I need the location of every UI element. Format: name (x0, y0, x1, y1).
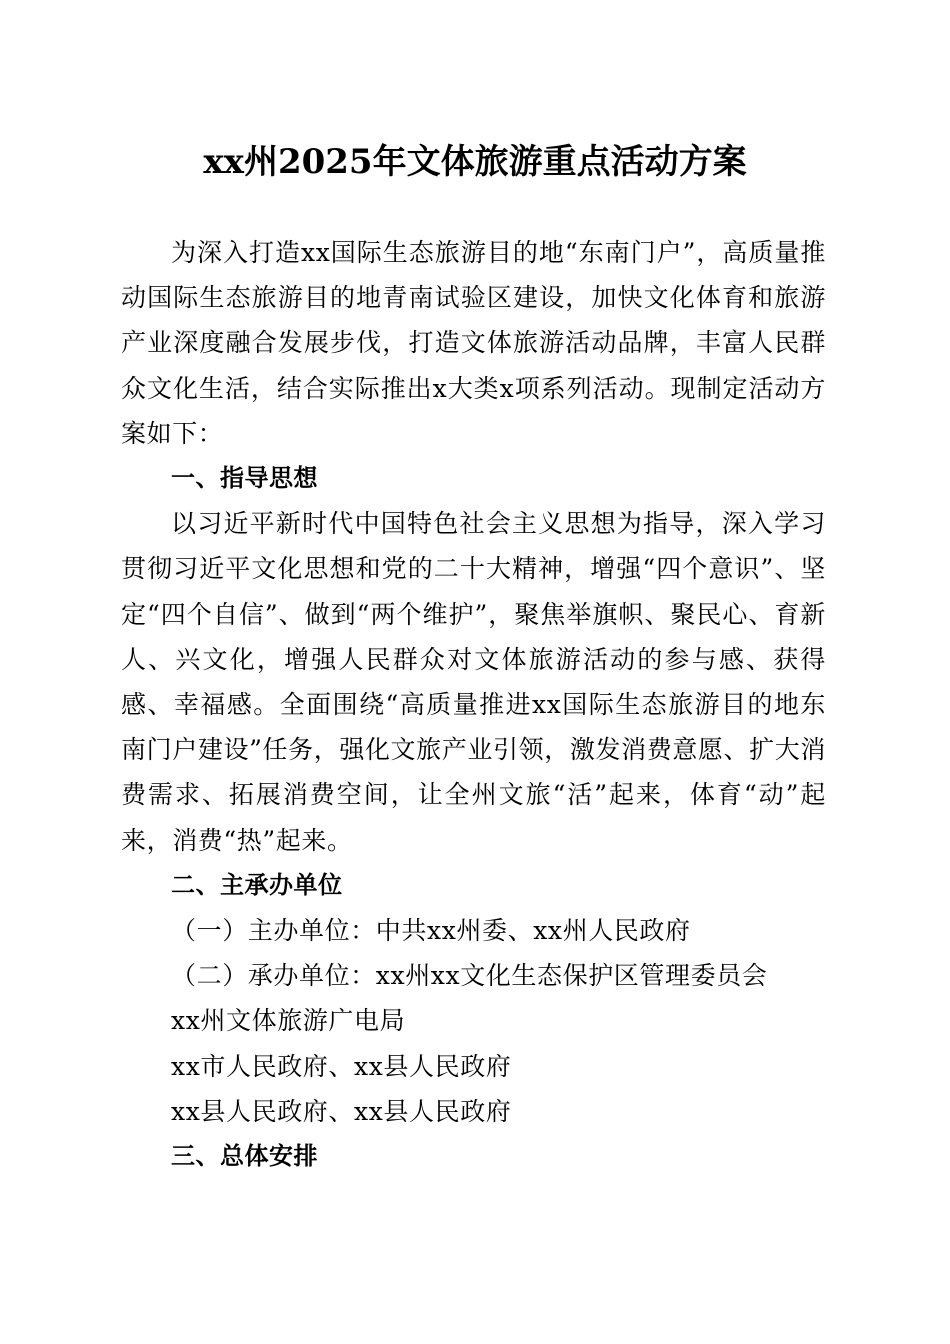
organizer-unit-item: xx县人民政府、xx县人民政府 (171, 1096, 512, 1126)
guiding-thought-paragraph: 以习近平新时代中国特色社会主义思想为指导，深入学习贯彻习近平文化思想和党的二十大精神，增强“四个意识”、坚定“四个自信”、做到“两个维护”，聚焦举旗帜、聚民心、育新人、兴文化，增强人民群众对文体旅游活动的参与感、获得感、幸福感。全面围绕“高质量推进xx国际生态旅游目的地东南门户建设”任务，强化文旅产业引领，激发消费意愿、扩大消费需求、拓展消费空间，让全州文旅“活”起来，体育“动”起来，消费“热”起来。 (121, 509, 826, 855)
document-title: xx州2025年文体旅游重点活动方案 (203, 142, 747, 182)
document-body (121, 230, 826, 1179)
organizer-unit-item: xx市人民政府、xx县人民政府 (171, 1051, 512, 1081)
organizer-unit-item: xx州文体旅游广电局 (171, 1006, 406, 1036)
section-heading-overall-arrangement: 三、总体安排 (171, 1142, 318, 1171)
organizer-unit-line: （二）承办单位：xx州xx文化生态保护区管理委员会 (171, 961, 768, 991)
section-heading-guiding-thought: 一、指导思想 (171, 464, 318, 493)
section-heading-organizers: 二、主承办单位 (171, 870, 343, 899)
host-unit-line: （一）主办单位：中共xx州委、xx州人民政府 (171, 916, 691, 946)
intro-paragraph: 为深入打造xx国际生态旅游目的地“东南门户”，高质量推动国际生态旅游目的地青南试验区建设，加快文化体育和旅游产业深度融合发展步伐，打造文体旅游活动品牌，丰富人民群众文化生活，结合实际推出x大类x项系列活动。现制定活动方案如下： (121, 238, 826, 448)
